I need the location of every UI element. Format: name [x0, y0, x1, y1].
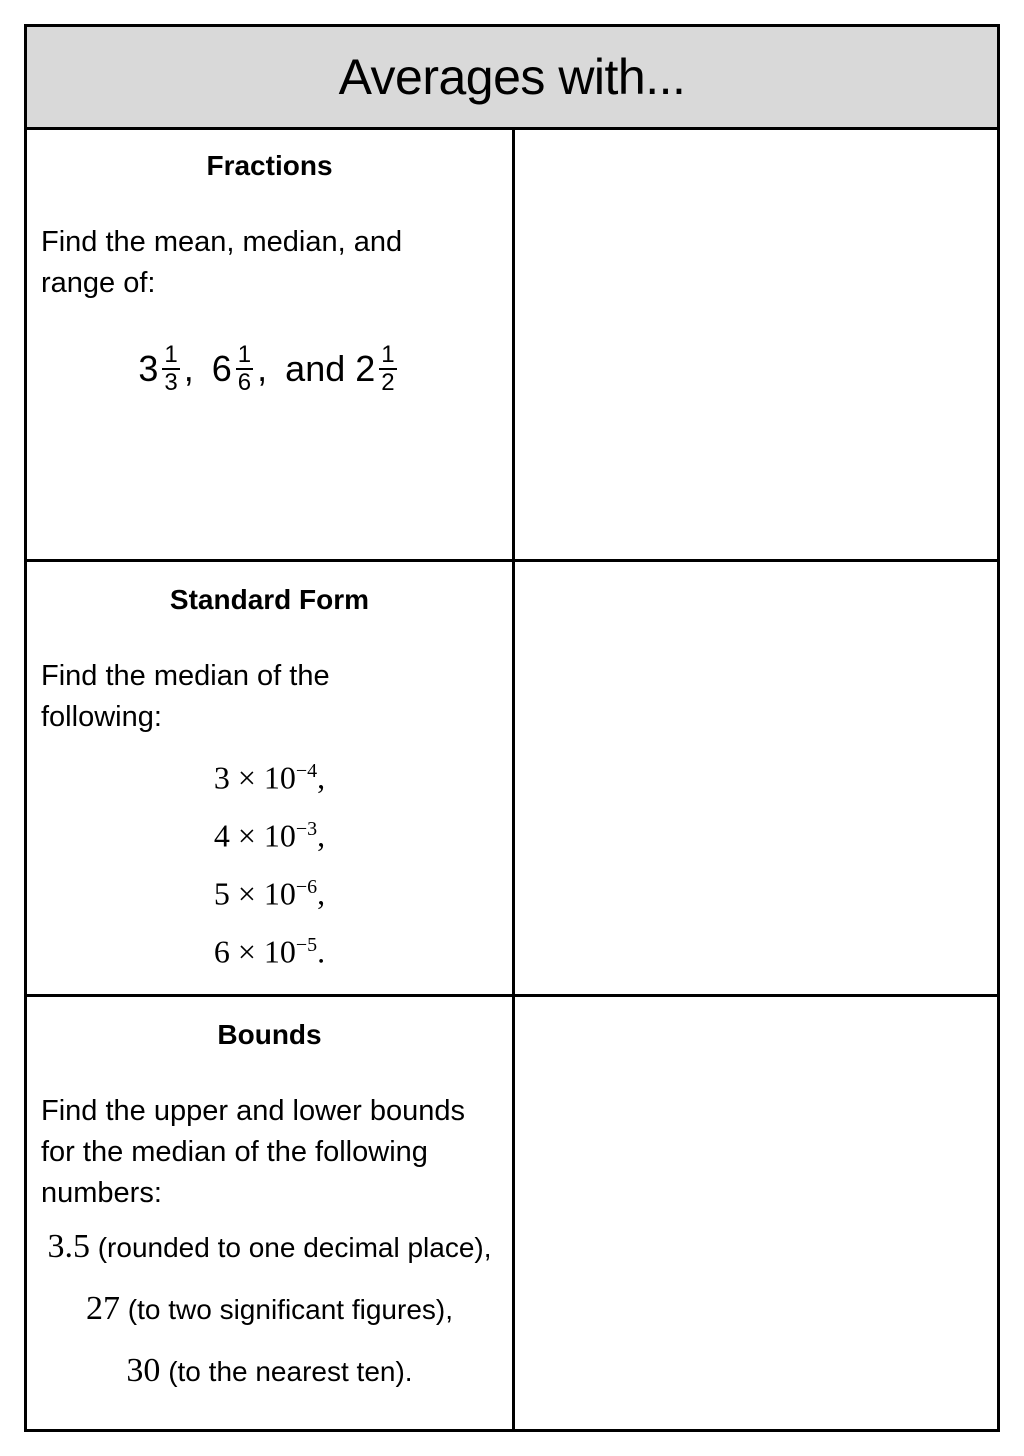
question-prompt: Find the median of the following: [41, 660, 330, 733]
fraction [162, 342, 179, 396]
denominator: 2 [381, 369, 395, 396]
numerator: 1 [237, 341, 252, 368]
bounds-answer-space[interactable] [515, 997, 997, 1429]
list-item: $6 \times 10^{-5}$. [213, 933, 326, 970]
list-item: $4 \times 10^{-3}$, [213, 817, 326, 854]
denominator: 3 [164, 369, 178, 396]
question-prompt: Find the upper and lower bounds for the median of the following numbers: [41, 1095, 466, 1209]
bounds-list [41, 1216, 498, 1402]
question-prompt: Find the mean, median, and range of: [41, 226, 403, 299]
fraction [379, 342, 396, 396]
section-heading: Standard Form [169, 584, 370, 615]
list-item: 30 (to the nearest ten). [126, 1352, 413, 1389]
list-item: $3 \times 10^{-4}$, [213, 759, 326, 796]
fractions-answer-space[interactable] [515, 130, 997, 559]
whole-number: 2 [355, 348, 376, 389]
worksheet [24, 24, 1000, 1432]
list-item: $5 \times 10^{-6}$, [213, 875, 326, 912]
list-item: 3.5 (rounded to one decimal place), [47, 1228, 492, 1265]
separator: , [257, 348, 268, 389]
list-item: 27 (to two significant figures), [85, 1290, 454, 1327]
fractions-question-cell [27, 130, 512, 559]
bounds-question-cell [27, 997, 512, 1429]
fraction [236, 342, 253, 396]
numerator: 1 [164, 341, 178, 368]
numerator: 1 [381, 341, 395, 368]
title-bar [27, 27, 997, 130]
separator: , [183, 348, 194, 389]
and-word: and [285, 348, 346, 389]
standard-form-answer-space[interactable] [515, 562, 997, 994]
standard-form-question-cell [27, 562, 512, 994]
standard-form-list [41, 742, 498, 974]
worksheet-title: Averages with... [338, 49, 686, 105]
section-heading: Bounds [217, 1019, 322, 1050]
denominator: 6 [237, 369, 252, 396]
section-heading: Fractions [206, 150, 333, 181]
fraction-list [41, 342, 498, 396]
whole-number: 3 [138, 348, 159, 389]
whole-number: 6 [211, 348, 232, 389]
